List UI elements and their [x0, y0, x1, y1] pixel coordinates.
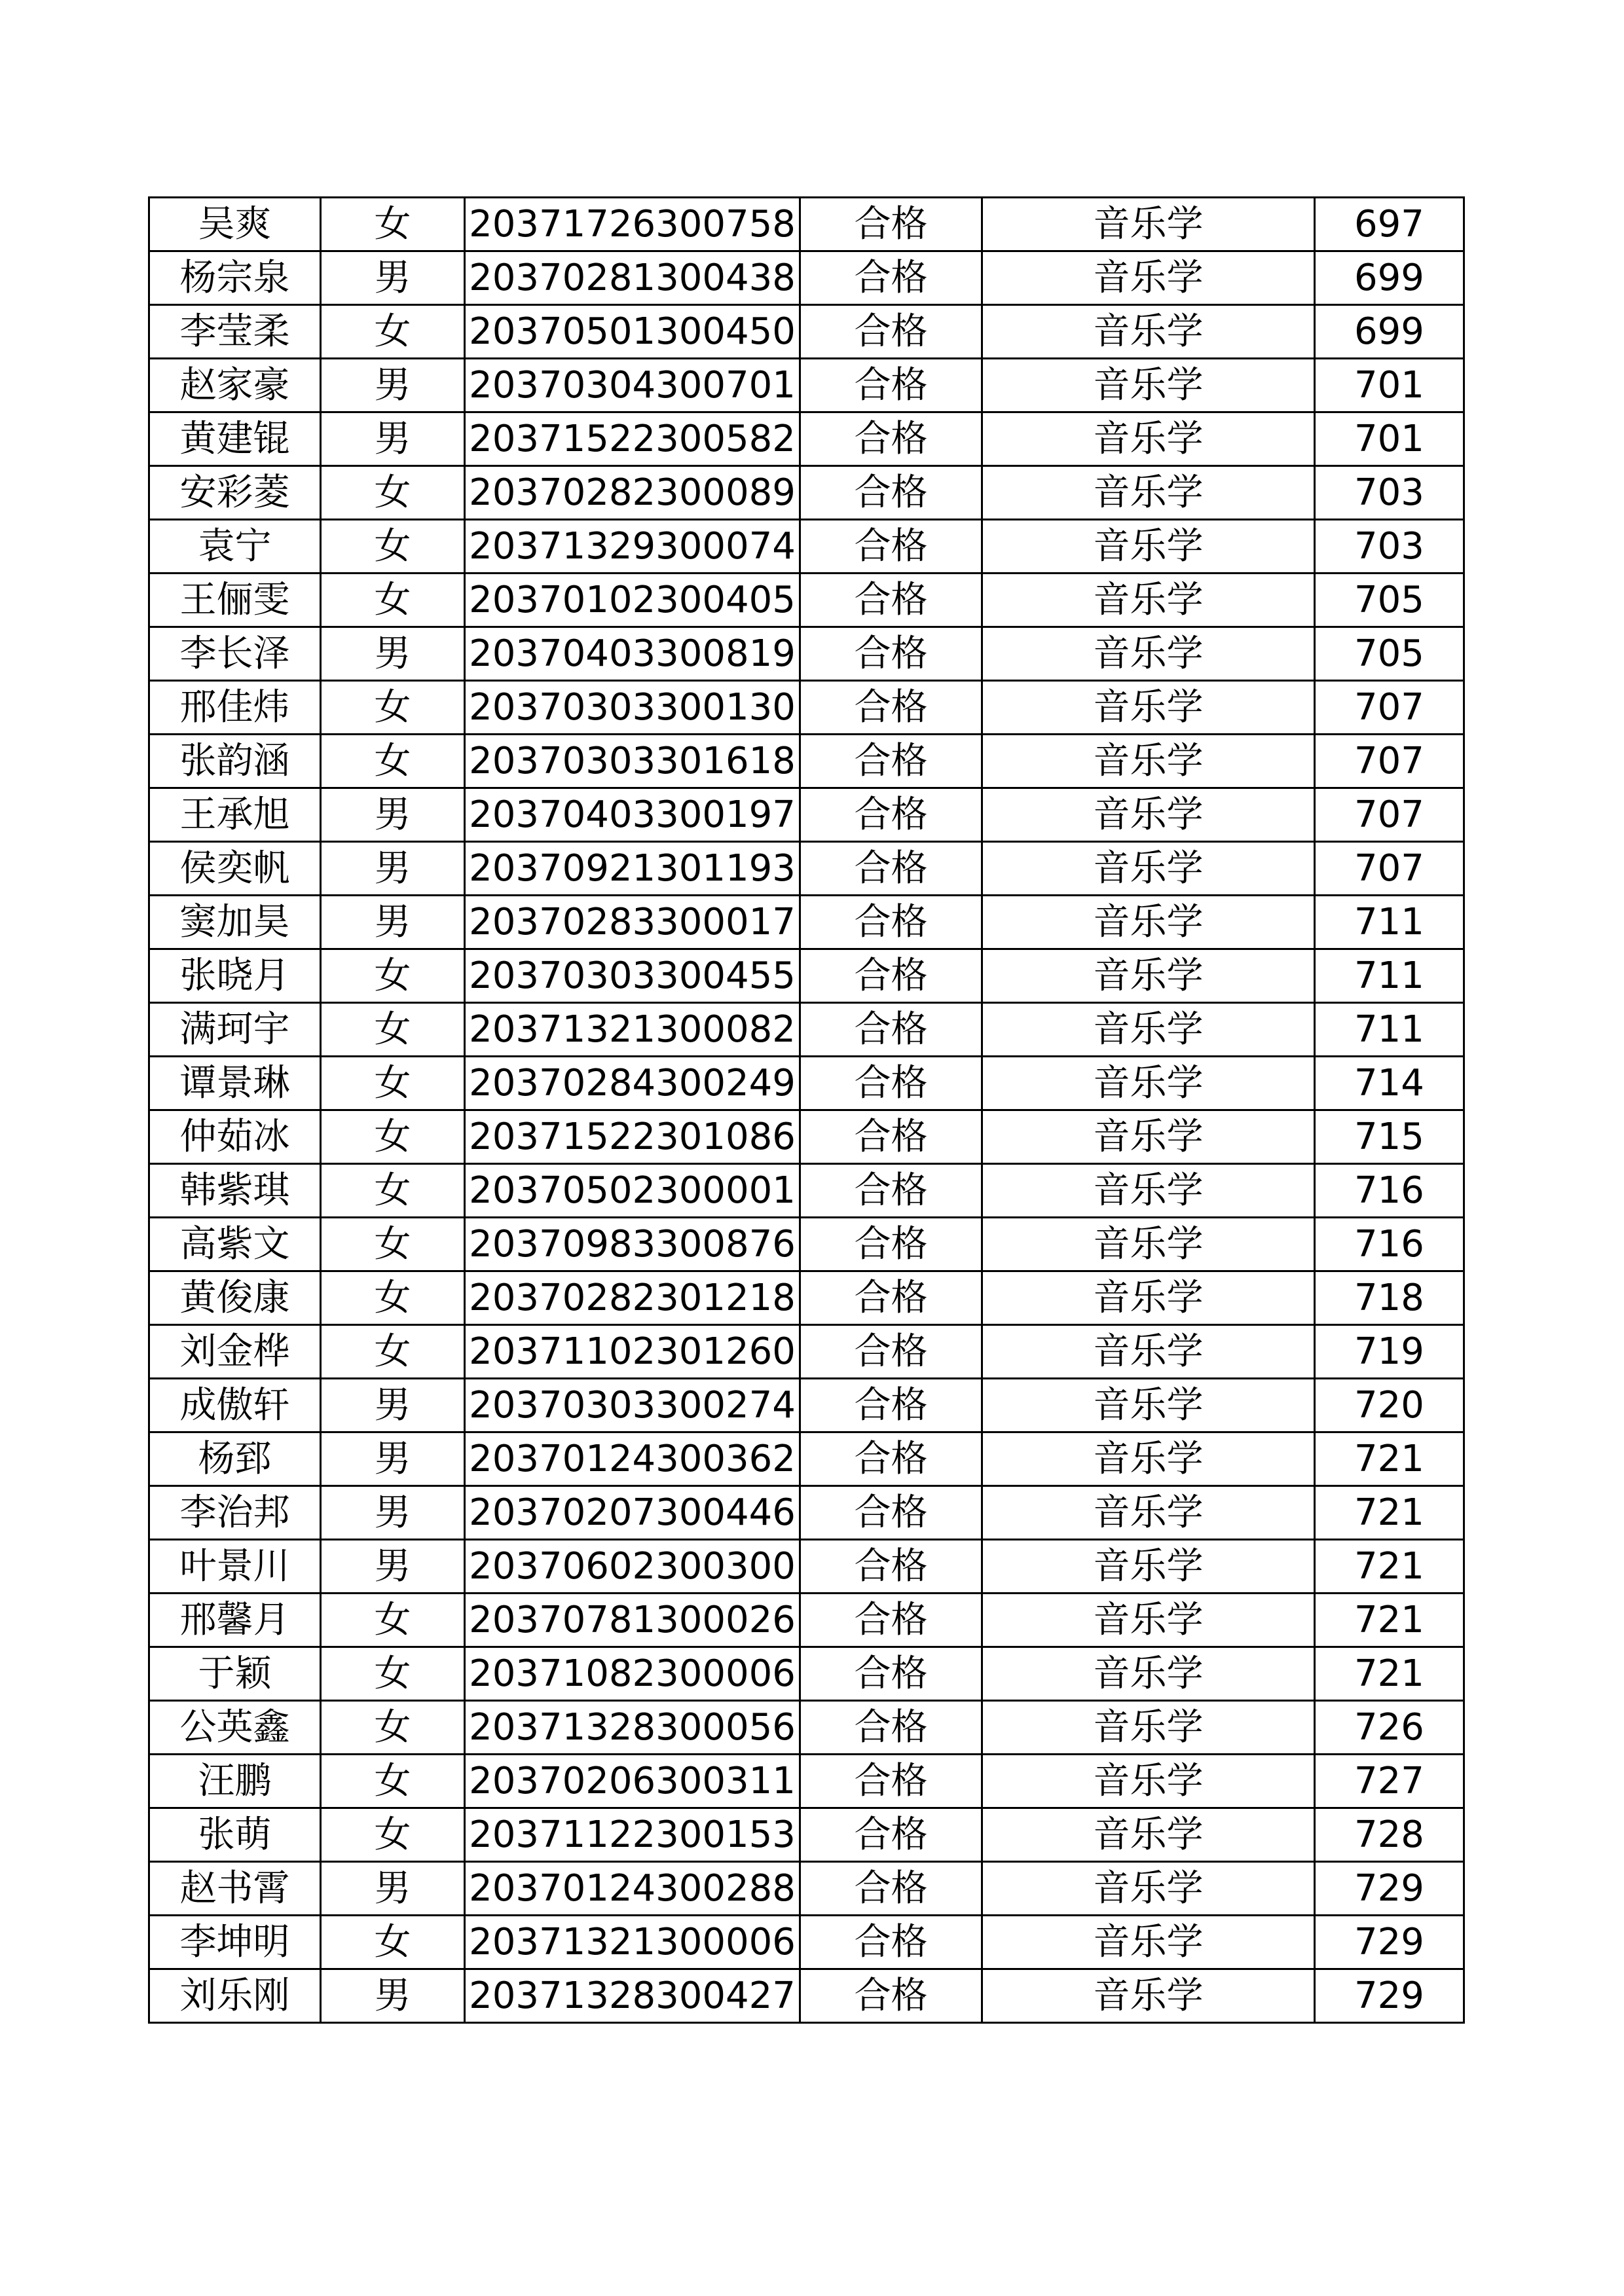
gender-cell: 男	[321, 627, 465, 681]
results-table-body	[149, 198, 1464, 2023]
result-cell: 合格	[800, 1969, 982, 2023]
result-cell: 合格	[800, 1701, 982, 1755]
gender-cell: 女	[321, 681, 465, 735]
major-cell: 音乐学	[982, 359, 1315, 412]
major-cell: 音乐学	[982, 1003, 1315, 1057]
result-cell: 合格	[800, 1271, 982, 1325]
score-cell: 715	[1315, 1110, 1464, 1164]
table-row	[149, 1808, 1464, 1862]
table-row	[149, 251, 1464, 305]
score-cell: 721	[1315, 1432, 1464, 1486]
major-cell: 音乐学	[982, 949, 1315, 1003]
student-name-cell: 王承旭	[149, 788, 321, 842]
major-cell: 音乐学	[982, 1110, 1315, 1164]
major-cell: 音乐学	[982, 1325, 1315, 1379]
score-cell: 707	[1315, 681, 1464, 735]
table-row	[149, 1486, 1464, 1540]
major-cell: 音乐学	[982, 1862, 1315, 1916]
score-cell: 721	[1315, 1486, 1464, 1540]
result-cell: 合格	[800, 1594, 982, 1647]
exam-id-cell: 20370124300362	[465, 1432, 800, 1486]
gender-cell: 女	[321, 735, 465, 788]
student-name-cell: 汪鹏	[149, 1755, 321, 1808]
student-name-cell: 袁宁	[149, 520, 321, 574]
score-cell: 720	[1315, 1379, 1464, 1432]
student-name-cell: 黄建锟	[149, 412, 321, 466]
exam-id-cell: 20371522301086	[465, 1110, 800, 1164]
student-name-cell: 谭景琳	[149, 1057, 321, 1110]
table-row	[149, 305, 1464, 359]
major-cell: 音乐学	[982, 1540, 1315, 1594]
table-row	[149, 1701, 1464, 1755]
result-cell: 合格	[800, 1647, 982, 1701]
result-cell: 合格	[800, 681, 982, 735]
table-row	[149, 359, 1464, 412]
exam-id-cell: 20370983300876	[465, 1218, 800, 1271]
student-name-cell: 叶景川	[149, 1540, 321, 1594]
gender-cell: 女	[321, 949, 465, 1003]
result-cell: 合格	[800, 1003, 982, 1057]
table-row	[149, 1379, 1464, 1432]
major-cell: 音乐学	[982, 1916, 1315, 1969]
exam-id-cell: 20370102300405	[465, 574, 800, 627]
score-cell: 729	[1315, 1916, 1464, 1969]
student-name-cell: 张韵涵	[149, 735, 321, 788]
student-name-cell: 邢馨月	[149, 1594, 321, 1647]
student-name-cell: 成傲轩	[149, 1379, 321, 1432]
gender-cell: 女	[321, 1916, 465, 1969]
exam-id-cell: 20371122300153	[465, 1808, 800, 1862]
major-cell: 音乐学	[982, 251, 1315, 305]
gender-cell: 女	[321, 1057, 465, 1110]
major-cell: 音乐学	[982, 198, 1315, 251]
result-cell: 合格	[800, 949, 982, 1003]
student-name-cell: 侯奕帆	[149, 842, 321, 896]
score-cell: 701	[1315, 359, 1464, 412]
gender-cell: 女	[321, 1110, 465, 1164]
gender-cell: 女	[321, 1755, 465, 1808]
student-name-cell: 邢佳炜	[149, 681, 321, 735]
table-row	[149, 1164, 1464, 1218]
table-row	[149, 1057, 1464, 1110]
score-cell: 707	[1315, 735, 1464, 788]
major-cell: 音乐学	[982, 788, 1315, 842]
table-row	[149, 896, 1464, 949]
exam-id-cell: 20370403300197	[465, 788, 800, 842]
result-cell: 合格	[800, 1862, 982, 1916]
result-cell: 合格	[800, 896, 982, 949]
gender-cell: 男	[321, 359, 465, 412]
exam-id-cell: 20370124300288	[465, 1862, 800, 1916]
score-cell: 711	[1315, 949, 1464, 1003]
score-cell: 697	[1315, 198, 1464, 251]
table-row	[149, 412, 1464, 466]
major-cell: 音乐学	[982, 735, 1315, 788]
result-cell: 合格	[800, 1057, 982, 1110]
student-name-cell: 王俪雯	[149, 574, 321, 627]
score-cell: 707	[1315, 788, 1464, 842]
exam-id-cell: 20370303300130	[465, 681, 800, 735]
table-row	[149, 1969, 1464, 2023]
gender-cell: 女	[321, 1701, 465, 1755]
major-cell: 音乐学	[982, 842, 1315, 896]
table-row	[149, 574, 1464, 627]
table-row	[149, 1325, 1464, 1379]
score-cell: 721	[1315, 1594, 1464, 1647]
exam-id-cell: 20371102301260	[465, 1325, 800, 1379]
results-table	[148, 196, 1465, 2024]
student-name-cell: 杨宗泉	[149, 251, 321, 305]
exam-id-cell: 20371321300082	[465, 1003, 800, 1057]
student-name-cell: 李莹柔	[149, 305, 321, 359]
table-row	[149, 1432, 1464, 1486]
result-cell: 合格	[800, 1379, 982, 1432]
gender-cell: 男	[321, 1379, 465, 1432]
student-name-cell: 公英鑫	[149, 1701, 321, 1755]
exam-id-cell: 20371328300056	[465, 1701, 800, 1755]
gender-cell: 男	[321, 788, 465, 842]
gender-cell: 女	[321, 1647, 465, 1701]
major-cell: 音乐学	[982, 1164, 1315, 1218]
student-name-cell: 仲茹冰	[149, 1110, 321, 1164]
exam-id-cell: 20370282300089	[465, 466, 800, 520]
score-cell: 728	[1315, 1808, 1464, 1862]
gender-cell: 女	[321, 520, 465, 574]
major-cell: 音乐学	[982, 1486, 1315, 1540]
exam-id-cell: 20370303301618	[465, 735, 800, 788]
exam-id-cell: 20370781300026	[465, 1594, 800, 1647]
exam-id-cell: 20370303300274	[465, 1379, 800, 1432]
table-row	[149, 1916, 1464, 1969]
table-row	[149, 198, 1464, 251]
student-name-cell: 赵家豪	[149, 359, 321, 412]
gender-cell: 女	[321, 1003, 465, 1057]
major-cell: 音乐学	[982, 1271, 1315, 1325]
student-name-cell: 赵书霄	[149, 1862, 321, 1916]
major-cell: 音乐学	[982, 1701, 1315, 1755]
exam-id-cell: 20370284300249	[465, 1057, 800, 1110]
exam-id-cell: 20371522300582	[465, 412, 800, 466]
result-cell: 合格	[800, 305, 982, 359]
table-row	[149, 1755, 1464, 1808]
student-name-cell: 张萌	[149, 1808, 321, 1862]
table-row	[149, 735, 1464, 788]
score-cell: 699	[1315, 305, 1464, 359]
score-cell: 714	[1315, 1057, 1464, 1110]
result-cell: 合格	[800, 1540, 982, 1594]
table-row	[149, 1862, 1464, 1916]
score-cell: 703	[1315, 520, 1464, 574]
score-cell: 726	[1315, 1701, 1464, 1755]
gender-cell: 男	[321, 1540, 465, 1594]
major-cell: 音乐学	[982, 1057, 1315, 1110]
table-row	[149, 842, 1464, 896]
gender-cell: 女	[321, 1218, 465, 1271]
student-name-cell: 于颖	[149, 1647, 321, 1701]
exam-id-cell: 20370281300438	[465, 251, 800, 305]
exam-id-cell: 20370602300300	[465, 1540, 800, 1594]
score-cell: 729	[1315, 1862, 1464, 1916]
score-cell: 701	[1315, 412, 1464, 466]
result-cell: 合格	[800, 627, 982, 681]
major-cell: 音乐学	[982, 1594, 1315, 1647]
student-name-cell: 李坤明	[149, 1916, 321, 1969]
exam-id-cell: 20371329300074	[465, 520, 800, 574]
major-cell: 音乐学	[982, 412, 1315, 466]
exam-id-cell: 20370282301218	[465, 1271, 800, 1325]
exam-id-cell: 20370206300311	[465, 1755, 800, 1808]
table-row	[149, 1271, 1464, 1325]
score-cell: 705	[1315, 574, 1464, 627]
gender-cell: 女	[321, 1594, 465, 1647]
gender-cell: 女	[321, 198, 465, 251]
student-name-cell: 韩紫琪	[149, 1164, 321, 1218]
score-cell: 721	[1315, 1540, 1464, 1594]
score-cell: 718	[1315, 1271, 1464, 1325]
student-name-cell: 安彩菱	[149, 466, 321, 520]
score-cell: 707	[1315, 842, 1464, 896]
table-row	[149, 788, 1464, 842]
table-row	[149, 466, 1464, 520]
score-cell: 721	[1315, 1647, 1464, 1701]
major-cell: 音乐学	[982, 627, 1315, 681]
score-cell: 716	[1315, 1218, 1464, 1271]
table-row	[149, 1218, 1464, 1271]
table-row	[149, 1110, 1464, 1164]
table-row	[149, 520, 1464, 574]
result-cell: 合格	[800, 198, 982, 251]
result-cell: 合格	[800, 251, 982, 305]
gender-cell: 女	[321, 1164, 465, 1218]
score-cell: 711	[1315, 896, 1464, 949]
major-cell: 音乐学	[982, 574, 1315, 627]
score-cell: 699	[1315, 251, 1464, 305]
result-cell: 合格	[800, 1755, 982, 1808]
result-cell: 合格	[800, 735, 982, 788]
gender-cell: 女	[321, 1325, 465, 1379]
gender-cell: 男	[321, 1486, 465, 1540]
student-name-cell: 刘金桦	[149, 1325, 321, 1379]
score-cell: 727	[1315, 1755, 1464, 1808]
student-name-cell: 张晓月	[149, 949, 321, 1003]
score-cell: 703	[1315, 466, 1464, 520]
major-cell: 音乐学	[982, 1218, 1315, 1271]
gender-cell: 女	[321, 1808, 465, 1862]
result-cell: 合格	[800, 1164, 982, 1218]
major-cell: 音乐学	[982, 1432, 1315, 1486]
exam-id-cell: 20370303300455	[465, 949, 800, 1003]
exam-id-cell: 20371726300758	[465, 198, 800, 251]
student-name-cell: 刘乐刚	[149, 1969, 321, 2023]
result-cell: 合格	[800, 1486, 982, 1540]
gender-cell: 男	[321, 1969, 465, 2023]
exam-id-cell: 20371321300006	[465, 1916, 800, 1969]
student-name-cell: 黄俊康	[149, 1271, 321, 1325]
major-cell: 音乐学	[982, 520, 1315, 574]
score-cell: 719	[1315, 1325, 1464, 1379]
exam-id-cell: 20370207300446	[465, 1486, 800, 1540]
major-cell: 音乐学	[982, 1647, 1315, 1701]
score-cell: 729	[1315, 1969, 1464, 2023]
exam-id-cell: 20370304300701	[465, 359, 800, 412]
student-name-cell: 窦加昊	[149, 896, 321, 949]
result-cell: 合格	[800, 466, 982, 520]
gender-cell: 女	[321, 574, 465, 627]
result-cell: 合格	[800, 1325, 982, 1379]
student-name-cell: 吴爽	[149, 198, 321, 251]
score-cell: 705	[1315, 627, 1464, 681]
major-cell: 音乐学	[982, 1379, 1315, 1432]
result-cell: 合格	[800, 1808, 982, 1862]
exam-id-cell: 20370502300001	[465, 1164, 800, 1218]
table-row	[149, 627, 1464, 681]
major-cell: 音乐学	[982, 1808, 1315, 1862]
gender-cell: 男	[321, 1862, 465, 1916]
exam-id-cell: 20370283300017	[465, 896, 800, 949]
student-name-cell: 高紫文	[149, 1218, 321, 1271]
gender-cell: 男	[321, 896, 465, 949]
gender-cell: 男	[321, 251, 465, 305]
major-cell: 音乐学	[982, 305, 1315, 359]
exam-id-cell: 20370403300819	[465, 627, 800, 681]
gender-cell: 男	[321, 412, 465, 466]
result-cell: 合格	[800, 412, 982, 466]
student-name-cell: 李治邦	[149, 1486, 321, 1540]
student-name-cell: 杨郅	[149, 1432, 321, 1486]
gender-cell: 男	[321, 1432, 465, 1486]
result-cell: 合格	[800, 1432, 982, 1486]
major-cell: 音乐学	[982, 681, 1315, 735]
major-cell: 音乐学	[982, 896, 1315, 949]
result-cell: 合格	[800, 520, 982, 574]
table-row	[149, 949, 1464, 1003]
gender-cell: 女	[321, 305, 465, 359]
table-row	[149, 1003, 1464, 1057]
result-cell: 合格	[800, 1110, 982, 1164]
exam-id-cell: 20371328300427	[465, 1969, 800, 2023]
gender-cell: 女	[321, 1271, 465, 1325]
result-cell: 合格	[800, 842, 982, 896]
student-name-cell: 李长泽	[149, 627, 321, 681]
table-row	[149, 1594, 1464, 1647]
table-row	[149, 1540, 1464, 1594]
result-cell: 合格	[800, 359, 982, 412]
major-cell: 音乐学	[982, 466, 1315, 520]
result-cell: 合格	[800, 574, 982, 627]
table-row	[149, 1647, 1464, 1701]
gender-cell: 女	[321, 466, 465, 520]
major-cell: 音乐学	[982, 1755, 1315, 1808]
score-cell: 711	[1315, 1003, 1464, 1057]
result-cell: 合格	[800, 1218, 982, 1271]
exam-id-cell: 20370921301193	[465, 842, 800, 896]
student-name-cell: 满珂宇	[149, 1003, 321, 1057]
table-row	[149, 681, 1464, 735]
exam-id-cell: 20370501300450	[465, 305, 800, 359]
result-cell: 合格	[800, 788, 982, 842]
gender-cell: 男	[321, 842, 465, 896]
result-cell: 合格	[800, 1916, 982, 1969]
major-cell: 音乐学	[982, 1969, 1315, 2023]
score-cell: 716	[1315, 1164, 1464, 1218]
exam-id-cell: 20371082300006	[465, 1647, 800, 1701]
